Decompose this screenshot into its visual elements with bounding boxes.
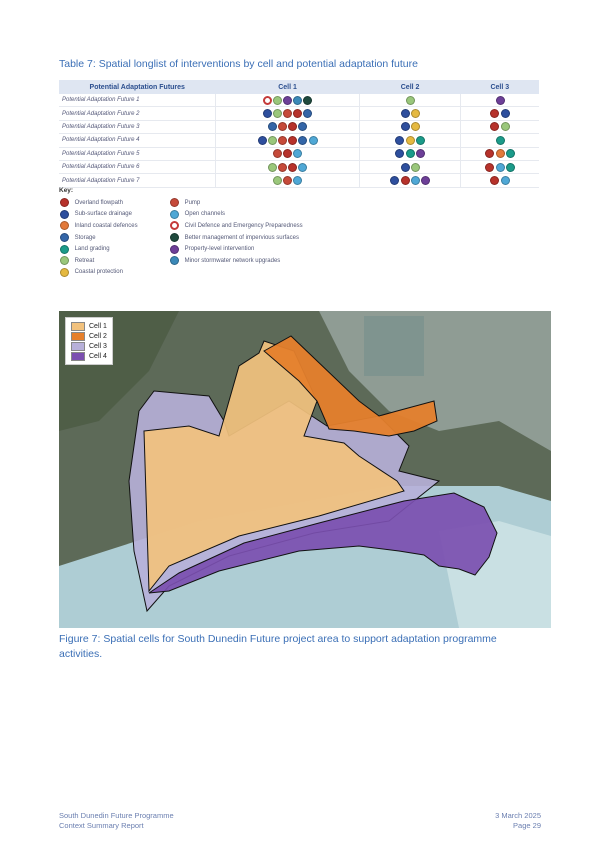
cell3-interventions [461,147,539,160]
subsurface-icon [401,109,410,118]
key-column-1 [59,197,138,278]
cell2-interventions [360,147,461,160]
key-item-label: Overland flowpath [74,199,123,206]
overland-icon [60,198,69,207]
overland-icon [401,176,410,185]
pump-icon [278,136,287,145]
header-futures: Potential Adaptation Futures [59,80,216,94]
cell1-interventions [216,174,360,187]
cell2-interventions [360,94,461,107]
legend-item [71,341,107,351]
key-item [59,255,138,267]
spatial-cells-map [59,311,551,628]
table-row [59,147,539,160]
cell2-interventions [360,160,461,173]
table-row [59,94,539,107]
cell1-interventions [216,134,360,147]
cell3-interventions [461,107,539,120]
retreat-icon [273,96,282,105]
storage-icon [298,122,307,131]
cell1-interventions [216,160,360,173]
property-icon [283,96,292,105]
cdem-icon [170,221,179,230]
key-title: Key: [59,187,74,194]
subsurface-icon [401,122,410,131]
legend-item [71,321,107,331]
footer-left [59,811,174,830]
storage-icon [303,109,312,118]
minor-icon [170,256,179,265]
cell1-interventions [216,107,360,120]
footer-date: 3 March 2025 [495,811,541,820]
retreat-icon [406,96,415,105]
future-label: Potential Adaptation Future 5 [59,147,216,160]
retreat-icon [501,122,510,131]
key-item-label: Property-level intervention [184,246,255,253]
pump-icon [283,109,292,118]
subsurface-icon [401,163,410,172]
table-row [59,107,539,120]
coastal-icon [411,122,420,131]
footer-report: Context Summary Report [59,820,144,830]
land-icon [416,136,425,145]
retreat-icon [411,163,420,172]
subsurface-icon [501,109,510,118]
key-item [59,220,138,232]
key-item-label: Open channels [184,211,225,218]
subsurface-icon [395,149,404,158]
header-cell-1: Cell 1 [216,80,360,94]
cell1-interventions [216,120,360,133]
table-caption: Table 7: Spatial longlist of interventions by cell and potential adaptation future [59,58,418,70]
storage-icon [60,233,69,242]
coastal-icon [406,136,415,145]
key-item [169,243,303,255]
overland-icon [485,163,494,172]
future-label: Potential Adaptation Future 3 [59,120,216,133]
open-icon [293,149,302,158]
table-row [59,160,539,173]
storage-icon [298,136,307,145]
open-icon [293,176,302,185]
cell2-interventions [360,174,461,187]
header-cell-2: Cell 2 [360,80,461,94]
key-item-label: Sub-surface drainage [74,211,132,218]
cdem-icon [263,96,272,105]
key-item [169,197,303,209]
retreat-icon [268,136,277,145]
land-icon [406,149,415,158]
figure-caption: Figure 7: Spatial cells for South Dunedin Future project area to support adaptation programme activities. [59,633,497,660]
land-icon [60,245,69,254]
legend-label: Cell 4 [89,352,107,360]
table-header-row [59,80,539,94]
property-icon [170,245,179,254]
overland-icon [490,176,499,185]
header-cell-3: Cell 3 [461,80,539,94]
cell1-interventions [216,147,360,160]
impervious-icon [170,233,179,242]
retreat-icon [273,109,282,118]
legend-label: Cell 1 [89,322,107,330]
land-icon [506,149,515,158]
open-icon [170,210,179,219]
retreat-icon [60,256,69,265]
overland-icon [293,109,302,118]
coastal-icon [411,109,420,118]
key-item [169,255,303,267]
key-item [59,267,138,279]
cell3-interventions [461,160,539,173]
land-icon [496,136,505,145]
map-image [59,311,551,628]
table-body [59,94,539,187]
legend-swatch [71,342,85,351]
cell1-interventions [216,94,360,107]
pump-icon [273,149,282,158]
key-item [169,209,303,221]
overland-icon [288,136,297,145]
open-icon [309,136,318,145]
footer-page-number: Page 29 [513,820,541,830]
key-item [59,232,138,244]
subsurface-icon [390,176,399,185]
storage-icon [268,122,277,131]
legend-swatch [71,352,85,361]
key-item [59,209,138,221]
cell3-interventions [461,134,539,147]
key-item-label: Storage [74,234,96,241]
coastal-icon [60,268,69,277]
property-icon [496,96,505,105]
open-icon [411,176,420,185]
future-label: Potential Adaptation Future 7 [59,174,216,187]
table-row [59,174,539,187]
overland-icon [288,122,297,131]
subsurface-icon [395,136,404,145]
open-icon [298,163,307,172]
inland-icon [60,221,69,230]
cell2-interventions [360,134,461,147]
overland-icon [288,163,297,172]
map-legend [65,317,113,365]
pump-icon [278,122,287,131]
overland-icon [490,122,499,131]
interventions-table [59,80,539,188]
cell3-interventions [461,120,539,133]
open-icon [496,163,505,172]
key-item-label: Retreat [74,257,95,264]
key-item-label: Land grading [74,246,110,253]
future-label: Potential Adaptation Future 6 [59,160,216,173]
key-item [59,243,138,255]
key-item [59,197,138,209]
land-icon [506,163,515,172]
key-item-label: Better management of impervious surfaces [184,234,299,241]
legend-label: Cell 2 [89,332,107,340]
pump-icon [170,198,179,207]
overland-icon [283,149,292,158]
impervious-icon [303,96,312,105]
retreat-icon [268,163,277,172]
key-item [169,232,303,244]
legend-item [71,331,107,341]
key-item-label: Coastal protection [74,269,123,276]
cell3-interventions [461,94,539,107]
cell2-interventions [360,120,461,133]
key-item-label: Inland coastal defences [74,222,138,229]
retreat-icon [273,176,282,185]
table-row [59,134,539,147]
legend-item [71,351,107,361]
key-item [169,220,303,232]
future-label: Potential Adaptation Future 2 [59,107,216,120]
overland-icon [485,149,494,158]
subsurface-icon [263,109,272,118]
icon-key [59,187,303,276]
open-icon [501,176,510,185]
subsurface-icon [258,136,267,145]
footer-programme: South Dunedin Future Programme [59,811,174,820]
table-row [59,120,539,133]
minor-icon [293,96,302,105]
subsurface-icon [60,210,69,219]
footer-right [495,811,541,830]
key-item-label: Minor stormwater network upgrades [184,257,281,264]
pump-icon [283,176,292,185]
property-icon [421,176,430,185]
key-item-label: Civil Defence and Emergency Preparedness [184,222,303,229]
key-item-label: Pump [184,199,201,206]
cell2-interventions [360,107,461,120]
cell3-interventions [461,174,539,187]
property-icon [416,149,425,158]
future-label: Potential Adaptation Future 1 [59,94,216,107]
overland-icon [490,109,499,118]
legend-swatch [71,332,85,341]
pump-icon [278,163,287,172]
future-label: Potential Adaptation Future 4 [59,134,216,147]
legend-swatch [71,322,85,331]
inland-icon [496,149,505,158]
key-column-2 [169,197,303,267]
legend-label: Cell 3 [89,342,107,350]
